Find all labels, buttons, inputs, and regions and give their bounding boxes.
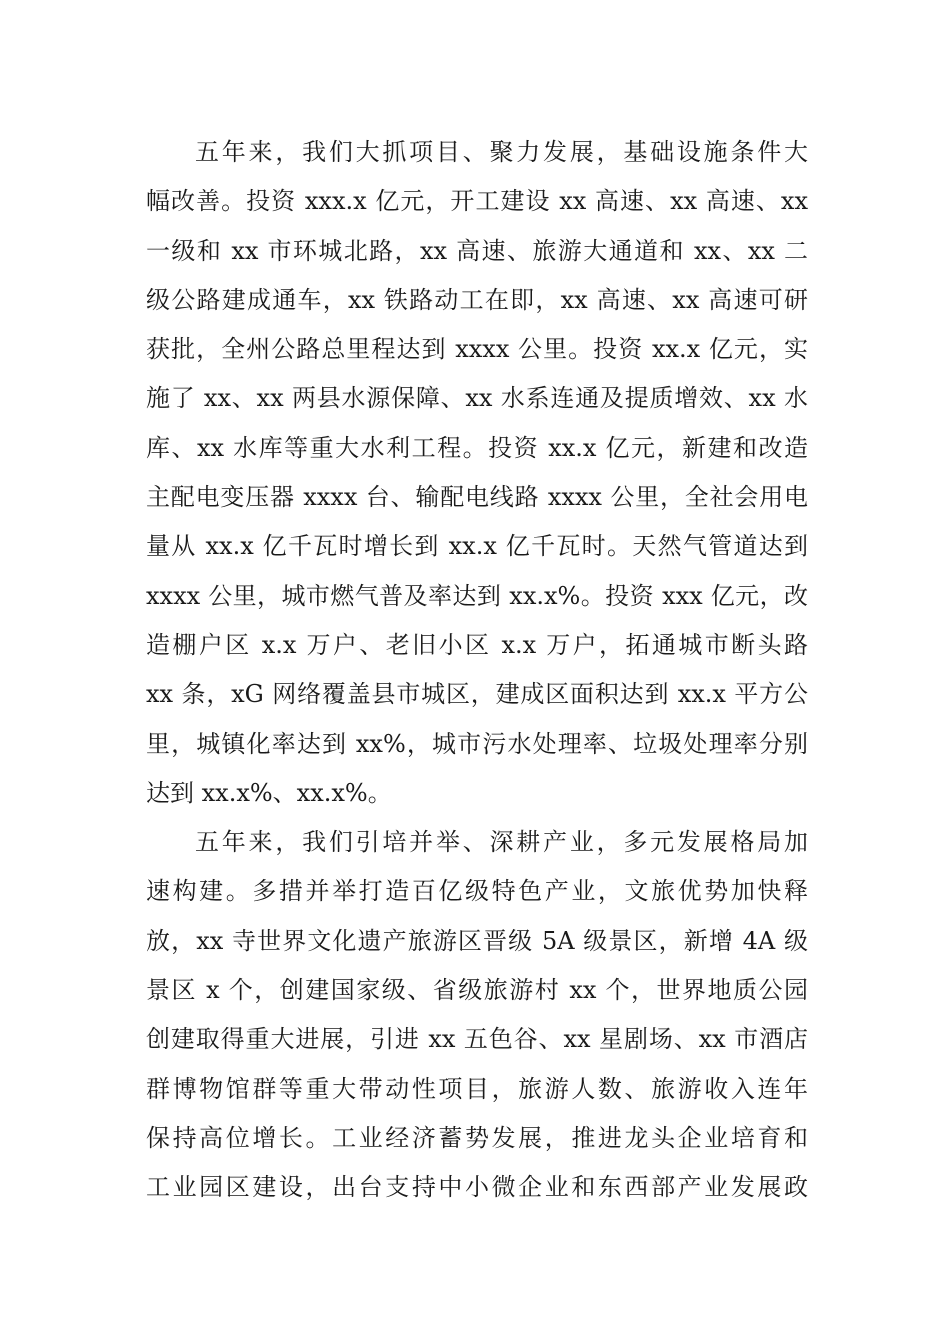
text-line: 造棚户区 x.x 万户、老旧小区 x.x 万户，拓通城市断头路 [146,630,808,659]
text-line: 幅改善。投资 xxx.x 亿元，开工建设 xx 高速、xx 高速、xx [146,187,808,216]
text-line: 获批，全州公路总里程达到 xxxx 公里。投资 xx.x 亿元，实 [146,335,808,364]
text-line: 放，xx 寺世界文化遗产旅游区晋级 5A 级景区，新增 4A 级 [146,926,808,955]
text-line: 施了 xx、xx 两县水源保障、xx 水系连通及提质增效、xx 水 [146,384,808,413]
paragraph-infrastructure [146,128,808,818]
text-line: xxxx 公里，城市燃气普及率达到 xx.x%。投资 xxx 亿元，改 [146,581,808,610]
text-line: 级公路建成通车，xx 铁路动工在即，xx 高速、xx 高速可研 [146,285,808,314]
text-line: 一级和 xx 市环城北路，xx 高速、旅游大通道和 xx、xx 二 [146,236,808,265]
document-body [146,128,808,1213]
text-line: 达到 xx.x%、xx.x%。 [146,778,392,807]
text-line: 量从 xx.x 亿千瓦时增长到 xx.x 亿千瓦时。天然气管道达到 [146,532,808,561]
text-line: 保持高位增长。工业经济蓄势发展，推进龙头企业培育和 [146,1123,808,1152]
text-line: 工业园区建设，出台支持中小微企业和东西部产业发展政 [146,1173,808,1202]
text-line: 五年来，我们引培并举、深耕产业，多元发展格局加 [195,828,808,857]
text-line: 景区 x 个，创建国家级、省级旅游村 xx 个，世界地质公园 [146,976,808,1005]
text-line: 创建取得重大进展，引进 xx 五色谷、xx 星剧场、xx 市酒店 [146,1025,808,1054]
text-line: 速构建。多措并举打造百亿级特色产业，文旅优势加快释 [146,877,808,906]
text-line: 里，城镇化率达到 xx%，城市污水处理率、垃圾处理率分别 [146,729,808,758]
text-line: 主配电变压器 xxxx 台、输配电线路 xxxx 公里，全社会用电 [146,483,808,512]
text-line: 五年来，我们大抓项目、聚力发展，基础设施条件大 [195,138,808,166]
text-line: 库、xx 水库等重大水利工程。投资 xx.x 亿元，新建和改造 [146,433,808,462]
text-line: 群博物馆群等重大带动性项目，旅游人数、旅游收入连年 [146,1074,808,1103]
paragraph-industry [146,818,808,1212]
text-line: xx 条，xG 网络覆盖县市城区，建成区面积达到 xx.x 平方公 [146,680,808,709]
